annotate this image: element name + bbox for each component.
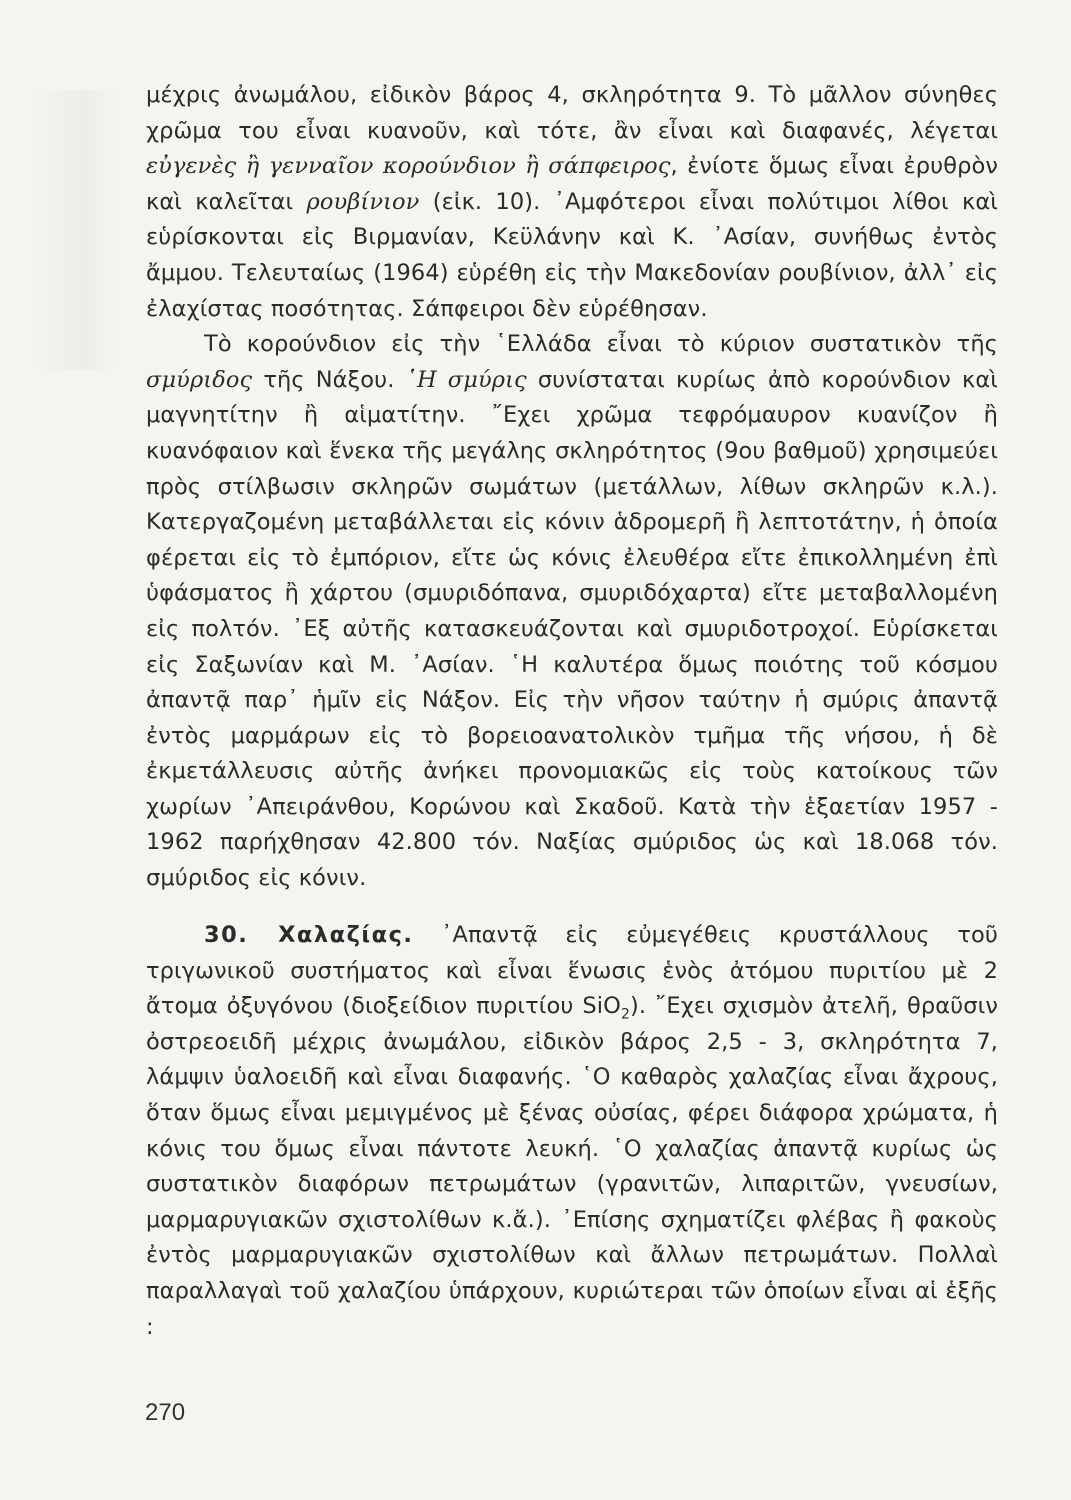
paragraph-emery [146, 327, 998, 897]
text-run: , ἐνίοτε ὅμως εἶναι ἐρυθρὸν καὶ καλεῖται [146, 153, 999, 215]
italic-term: εὐγενὲς ἢ γενναῖον κορούνδιον ἢ σάπφειρος [146, 153, 671, 180]
text-block-quartz [146, 918, 998, 1345]
text-run: τῆς Νάξου. [252, 366, 406, 393]
page-bleed-shadow [30, 90, 120, 370]
paragraph-quartz [146, 918, 998, 1345]
italic-term: σμύριδος [146, 366, 253, 393]
section-heading: 30. Χαλαζίας. [204, 922, 414, 948]
text-run: μέχρις ἀνωμάλου, εἰδικὸν βάρος 4, σκληρότητα 9. Τὸ μᾶλλον σύνηθες χρῶμα του εἶναι κυανοῦν, καὶ τότε, ἂν εἶναι καὶ διαφανές, λέγεται [146, 82, 998, 144]
text-run: Τὸ κορούνδιον εἰς τὴν ῾Ελλάδα εἶναι τὸ κύριον συστατικὸν τῆς [204, 331, 998, 358]
text-run: ᾿Απαντᾷ εἰς εὐμεγέθεις κρυστάλλους τοῦ τριγωνικοῦ συστήματος καὶ εἶναι ἕνωσις ἑνὸς ἀτόμου πυριτίου μὲ 2 ἄτομα ὀξυγόνου (διοξείδιον πυριτίου [146, 922, 998, 1020]
italic-term: ῾Η σμύρις [405, 366, 527, 393]
italic-term: ρουβίνιον [306, 188, 420, 215]
formula-subscript: 2 [620, 1006, 630, 1023]
text-run: (εἰκ. 10). ᾿Αμφότεροι εἶναι πολύτιμοι λίθοι καὶ εὑρίσκονται εἰς Βιρμανίαν, Κεϋλάνην καὶ Κ. ᾿Ασίαν, συνήθως ἐντὸς ἄμμου. Τελευταίως (1964) εὑρέθη εἰς τὴν Μακεδονίαν ρουβίνιον, ἀλλ᾿ εἰς ἐλαχίστας ποσότητας. Σάπφειροι δὲν εὑρέθησαν. [146, 188, 998, 322]
text-run: συνίσταται κυρίως ἀπὸ κορούνδιον καὶ μαγνητίτην ἢ αἱματίτην. ῎Εχει χρῶμα τεφρόμαυρον κυανίζον ἢ κυανόφαιον καὶ ἕνεκα τῆς μεγάλης σκληρότητος (9ου βαθμοῦ) χρησιμεύει πρὸς στίλβωσιν σκληρῶν σωμάτων (μετάλλων, λίθων σκληρῶν κ.λ.). Κατεργαζομένη μεταβάλλεται εἰς κόνιν ἁδρομερῆ ἢ λεπτοτάτην, ἡ ὁποία φέρεται εἰς τὸ ἐμπόριον, εἴτε ὡς κόνις ἐλευθέρα εἴτε ἐπικολλημένη ἐπὶ ὑφάσματος ἢ χάρτου (σμυριδόπανα, σμυριδόχαρτα) εἴτε μεταβαλλομένη εἰς πολτόν. ᾿Εξ αὐτῆς κατασκευάζονται καὶ σμυριδοτροχοί. Εὑρίσκεται εἰς Σαξωνίαν καὶ Μ. ᾿Ασίαν. ῾Η καλυτέρα ὅμως ποιότης τοῦ κόσμου ἀπαντᾷ παρ᾿ ἡμῖν εἰς Νάξον. Εἰς τὴν νῆσον ταύτην ἡ σμύρις ἀπαντᾷ ἐντὸς μαρμάρων εἰς τὸ βορειοανατολικὸν τμῆμα τῆς νήσου, ἡ δὲ ἐκμετάλλευσις αὐτῆς ἀνήκει προνομιακῶς εἰς τοὺς κατοίκους τῶν χωρίων ᾿Απειράνθου, Κορώνου καὶ Σκαδοῦ. Κατὰ τὴν ἑξαετίαν 1957 - 1962 παρήχθησαν 42.800 τόν. Ναξίας σμύριδος ὡς καὶ 18.068 τόν. σμύριδος εἰς κόνιν. [146, 366, 998, 892]
paragraph-corundum-continued [146, 78, 998, 327]
text-run: ). ῎Εχει σχισμὸν ἀτελῆ, θραῦσιν ὀστρεοειδῆ μέχρις ἀνωμάλου, εἰδικὸν βάρος 2,5 - 3, σκληρότητα 7, λάμψιν ὑαλοειδῆ καὶ εἶναι διαφανής. ῾Ο καθαρὸς χαλαζίας εἶναι ἄχρους, ὅταν ὅμως εἶναι μεμιγμένος μὲ ξένας οὐσίας, φέρει διάφορα χρώματα, ἡ κόνις του ὅμως εἶναι πάντοτε λευκή. ῾Ο χαλαζίας ἀπαντᾷ κυρίως ὡς συστατικὸν διαφόρων πετρωμάτων (γρανιτῶν, λιπαριτῶν, γνευσίων, μαρμαρυγιακῶν σχιστολίθων κ.ἄ.). ᾿Επίσης σχηματίζει φλέβας ἢ φακοὺς ἐντὸς μαρμαρυγιακῶν σχιστολίθων καὶ ἄλλων πετρωμάτων. Πολλαὶ παραλλαγαὶ τοῦ χαλαζίου ὑπάρχουν, κυριώτεραι τῶν ὁποίων εἶναι αἱ ἑξῆς : [146, 993, 998, 1340]
page-number: 270 [145, 1399, 186, 1426]
text-block-top [146, 78, 998, 897]
chemical-formula: SiO [582, 993, 621, 1020]
